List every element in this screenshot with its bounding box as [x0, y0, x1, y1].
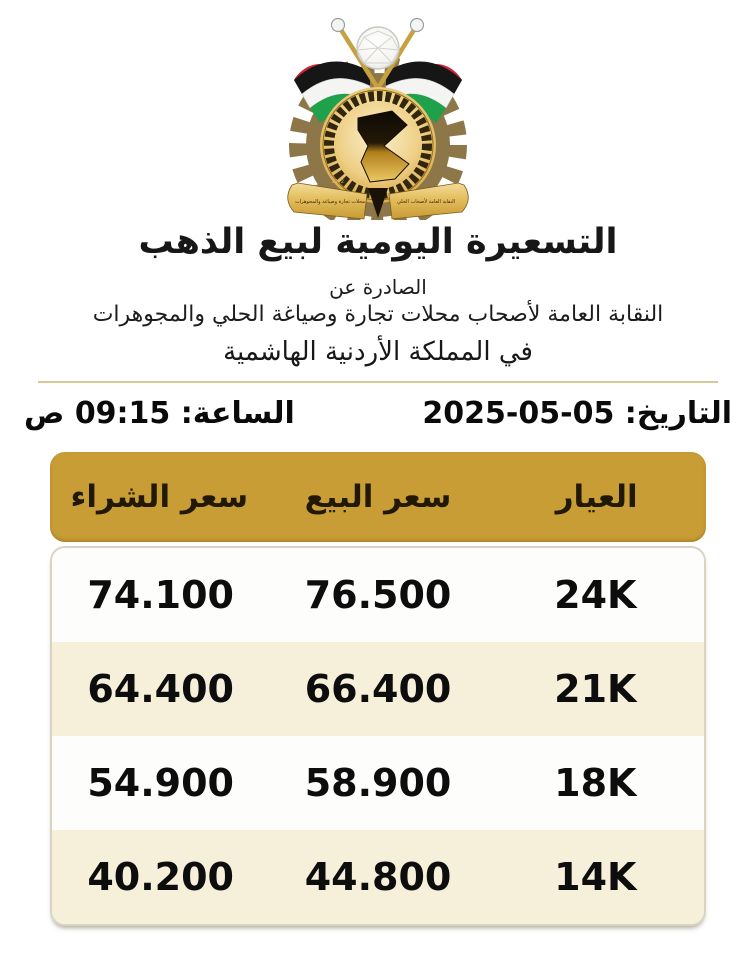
sell-price-cell: 58.900 [304, 761, 452, 805]
table-row [52, 830, 704, 924]
date-time-row [24, 396, 732, 431]
table-row [52, 736, 704, 830]
table-row [52, 642, 704, 736]
karat-cell: 14K [554, 855, 637, 899]
header-sell-price: سعر البيع [304, 479, 452, 515]
time-field [24, 396, 295, 431]
table-body [50, 546, 706, 926]
header-karat: العيار [555, 479, 638, 515]
sell-price-cell: 44.800 [304, 855, 452, 899]
karat-cell: 21K [554, 667, 637, 711]
karat-cell: 24K [554, 573, 637, 617]
issued-by-line: الصادرة عن [329, 275, 427, 299]
syndicate-name-line: النقابة العامة لأصحاب محلات تجارة وصياغة الحلي والمجوهرات [92, 302, 664, 327]
date-value: 05-05-2025 [422, 396, 615, 431]
ribbon-text-left: محلات تجارة وصياغة والمجوهرات [294, 199, 366, 205]
buy-price-cell: 74.100 [87, 573, 234, 617]
price-table [50, 452, 706, 926]
syndicate-logo [278, 6, 478, 220]
karat-cell: 18K [554, 761, 637, 805]
header-buy-price: سعر الشراء [70, 479, 249, 515]
buy-price-cell: 40.200 [87, 855, 234, 899]
ribbon-banner [288, 183, 469, 219]
table-header-row [50, 452, 706, 542]
table-row [52, 548, 704, 642]
buy-price-cell: 54.900 [87, 761, 234, 805]
pearl-icon [357, 27, 399, 69]
time-value: 09:15 ص [24, 396, 171, 431]
syndicate-logo-svg [278, 6, 478, 220]
time-label: الساعة: [180, 396, 295, 431]
kingdom-line: في المملكة الأردنية الهاشمية [223, 337, 533, 367]
sell-price-cell: 76.500 [304, 573, 452, 617]
date-field [422, 396, 732, 431]
buy-price-cell: 64.400 [87, 667, 234, 711]
sell-price-cell: 66.400 [304, 667, 452, 711]
divider [38, 381, 718, 383]
page-title: التسعيرة اليومية لبيع الذهب [138, 222, 618, 262]
founding-year: 1972 [331, 179, 344, 185]
ribbon-text-right: النقابة العامة لأصحاب الحلي [396, 199, 456, 205]
date-label: التاريخ: [624, 396, 732, 431]
